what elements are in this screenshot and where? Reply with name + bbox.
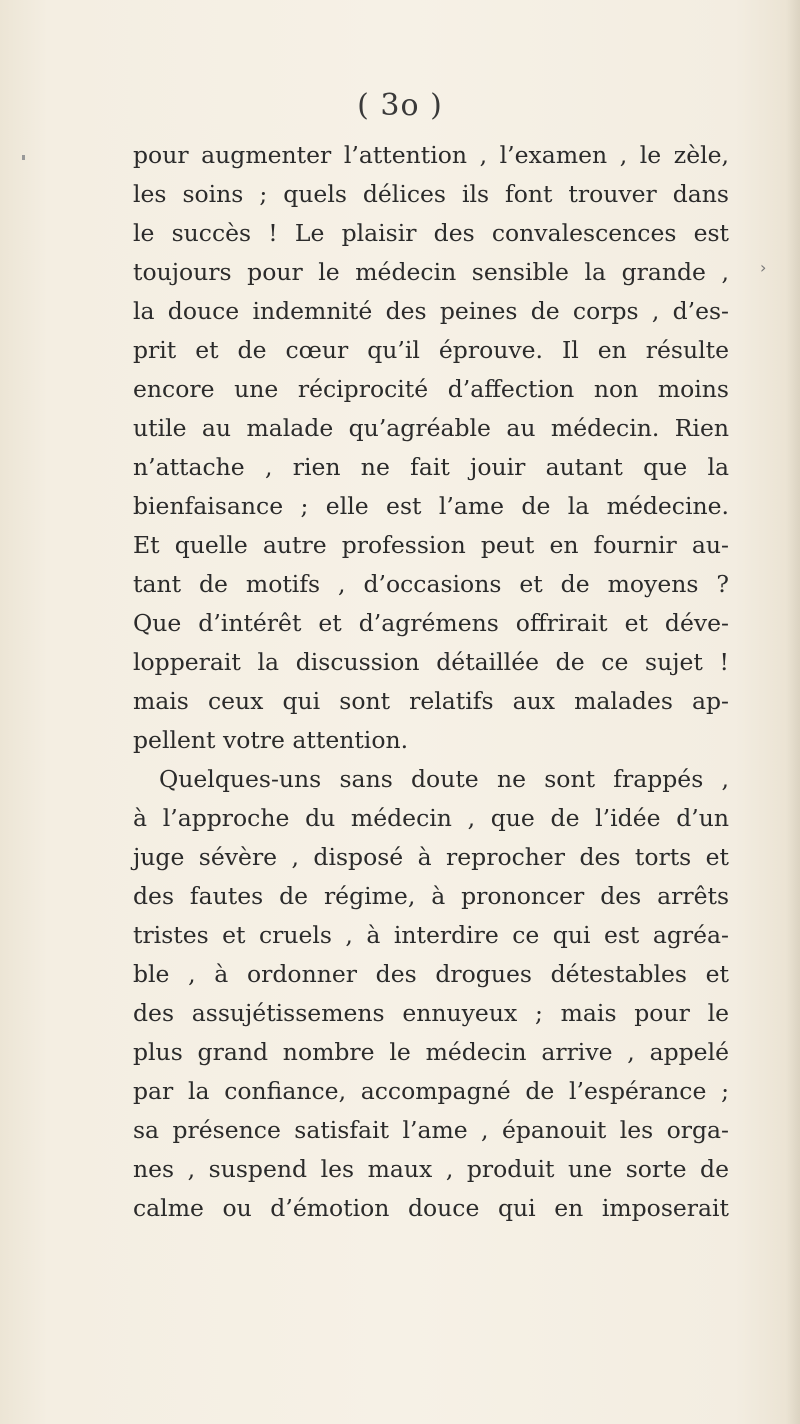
text-line: calme ou d’émotion douce qui en imposerait (133, 1194, 729, 1222)
text-line: encore une réciprocité d’affection non moins (133, 375, 729, 403)
text-line: mais ceux qui sont relatifs aux malades ap- (133, 687, 729, 715)
text-line: le succès ! Le plaisir des convalescences est (133, 219, 729, 247)
ink-speck (22, 155, 25, 160)
text-line: bienfaisance ; elle est l’ame de la médecine. (133, 492, 729, 520)
text-line: pellent votre attention. (133, 726, 409, 754)
text-line: Et quelle autre profession peut en fournir au- (133, 531, 729, 559)
text-line: les soins ; quels délices ils font trouver dans (133, 180, 729, 208)
text-line: des assujétissemens ennuyeux ; mais pour le (133, 999, 729, 1027)
text-line: plus grand nombre le médecin arrive , appelé (133, 1038, 729, 1066)
margin-mark: › (760, 258, 767, 277)
text-line: lopperait la discussion détaillée de ce sujet ! (133, 648, 729, 676)
text-line: Quelques-uns sans doute ne sont frappés , (159, 765, 729, 793)
text-line: tant de motifs , d’occasions et de moyens ? (133, 570, 729, 598)
text-line: par la confiance, accompagné de l’espérance ; (133, 1077, 729, 1105)
text-line: à l’approche du médecin , que de l’idée d’un (133, 804, 729, 832)
text-line: juge sévère , disposé à reprocher des torts et (133, 843, 729, 871)
text-line: des fautes de régime, à prononcer des arrêts (133, 882, 729, 910)
text-line: utile au malade qu’agréable au médecin. Rien (133, 414, 729, 442)
text-line: sa présence satisfait l’ame , épanouit les orga- (133, 1116, 729, 1144)
text-line: Que d’intérêt et d’agrémens offrirait et déve- (133, 609, 729, 637)
text-line: la douce indemnité des peines de corps , d’es- (133, 297, 729, 325)
page-number: ( 3o ) (357, 88, 443, 123)
text-line: ble , à ordonner des drogues détestables et (133, 960, 729, 988)
text-line: pour augmenter l’attention , l’examen , le zèle, (133, 141, 729, 169)
text-line: tristes et cruels , à interdire ce qui est agréa- (133, 921, 729, 949)
text-line: nes , suspend les maux , produit une sorte de (133, 1155, 729, 1183)
text-line: n’attache , rien ne fait jouir autant que la (133, 453, 729, 481)
text-line: prit et de cœur qu’il éprouve. Il en résulte (133, 336, 729, 364)
body-text (133, 136, 729, 1228)
page-edge-shadow (786, 0, 800, 1424)
text-line: toujours pour le médecin sensible la grande , (133, 258, 729, 286)
